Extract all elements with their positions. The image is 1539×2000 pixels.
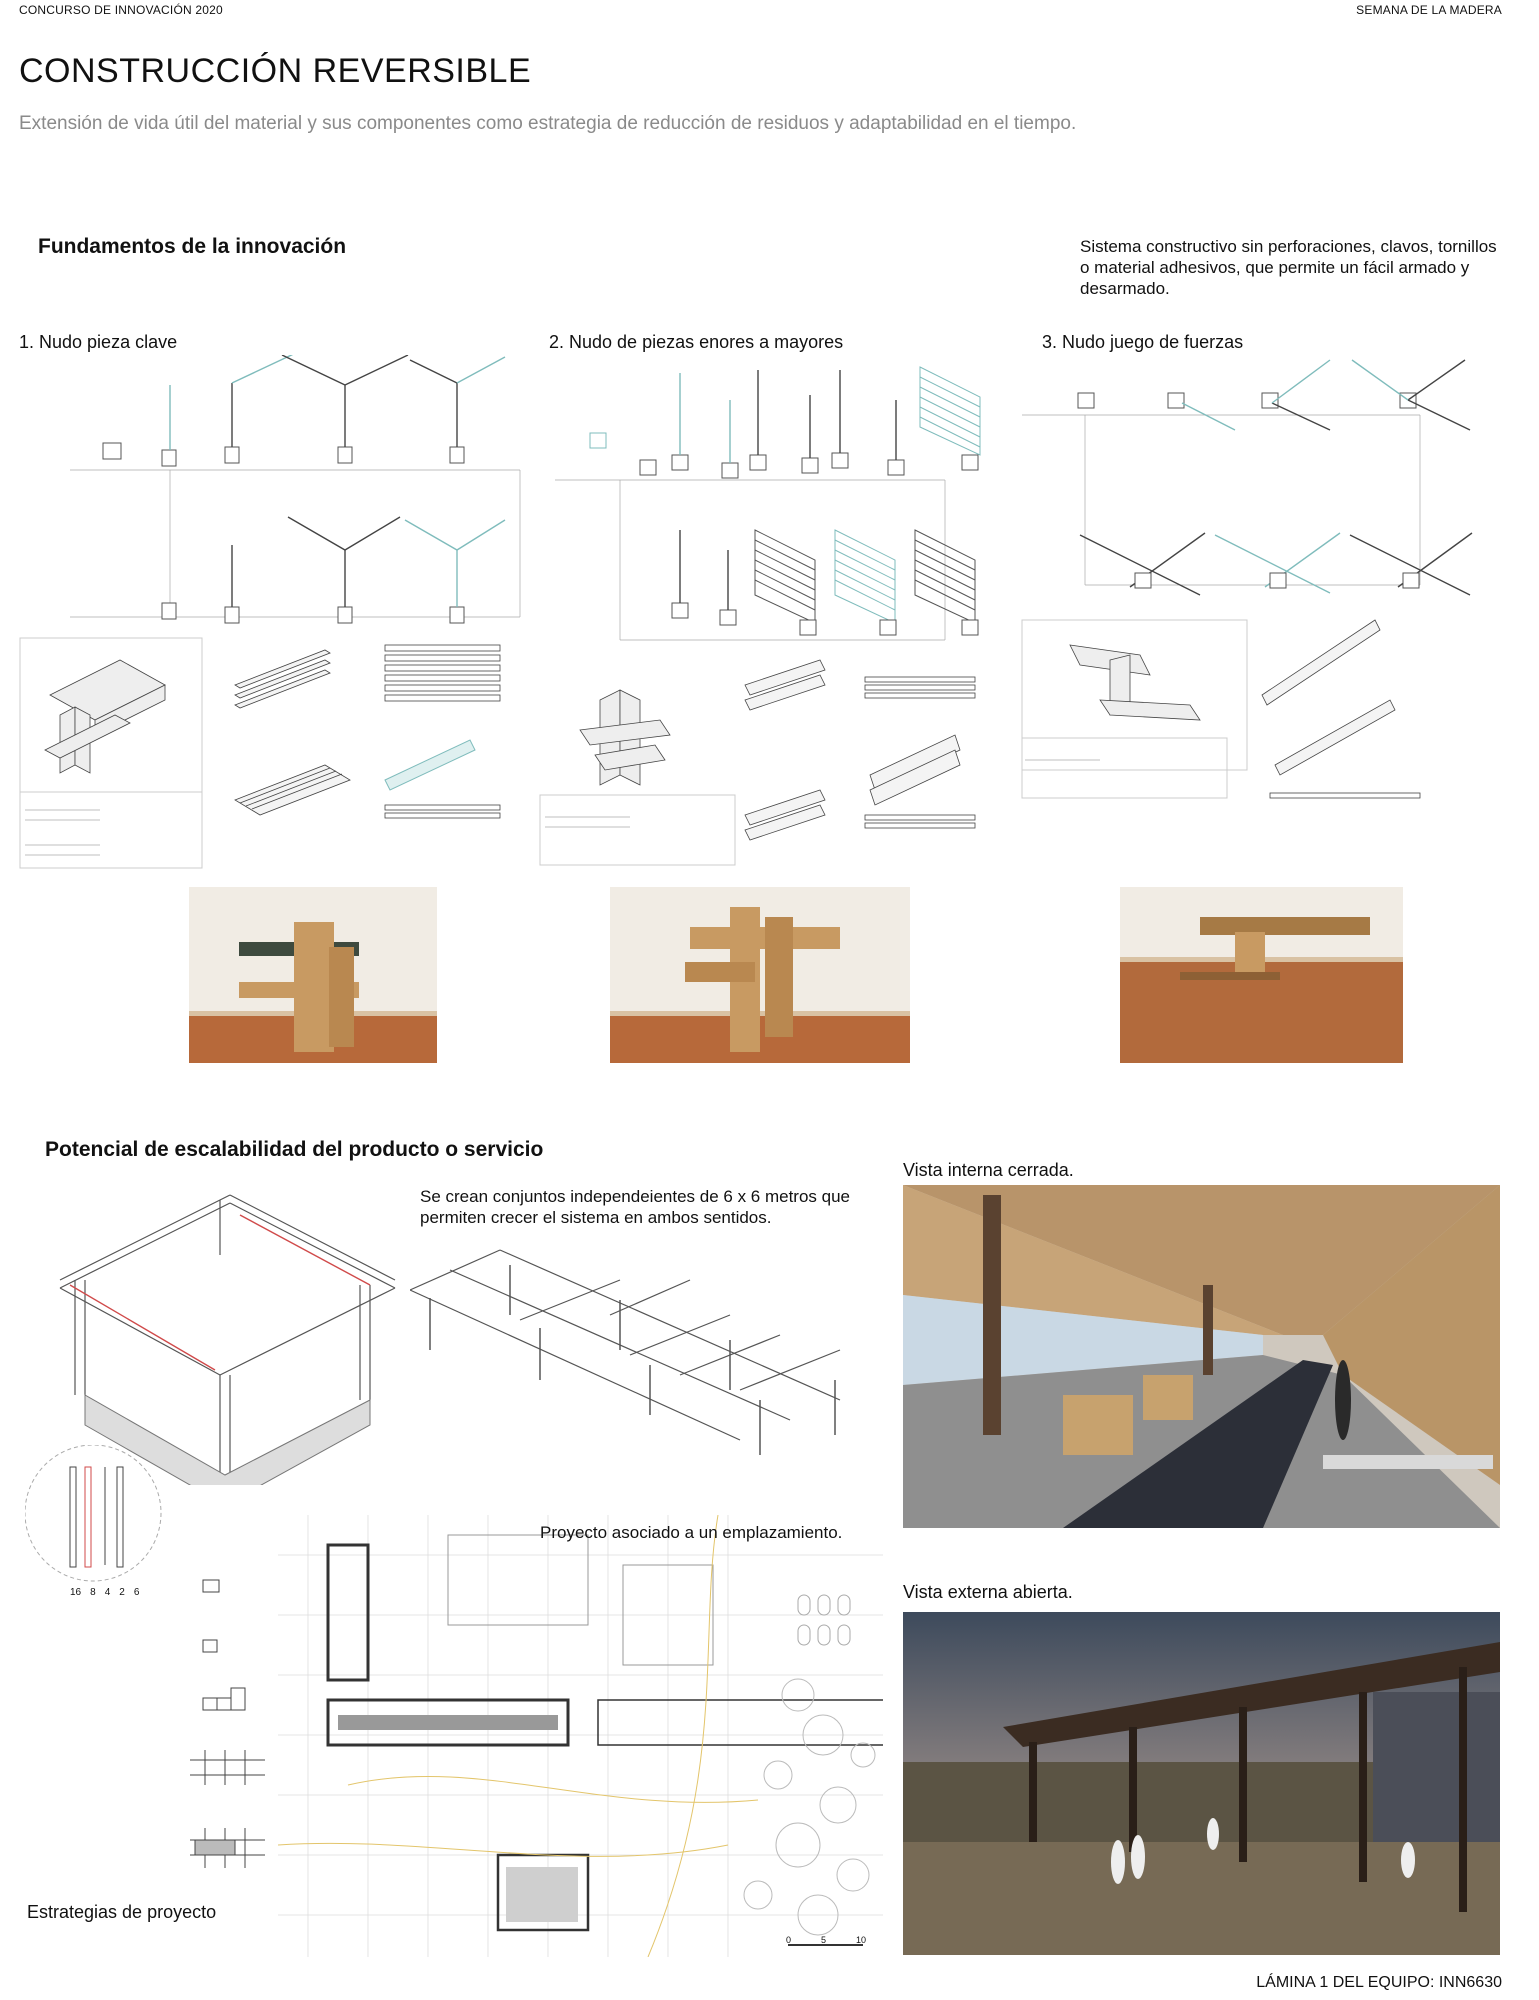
grid-structure (410, 1240, 880, 1480)
escalabilidad-heading: Potencial de escalabilidad del producto o servicio (45, 1138, 544, 1161)
site-note: Proyecto asociado a un emplazamiento. (540, 1523, 843, 1542)
module-axonometric (40, 1185, 400, 1485)
fundamentos-heading: Fundamentos de la innovación (38, 235, 347, 258)
exterior-view-render (903, 1612, 1500, 1955)
section-number: 2 (119, 1587, 125, 1598)
node1-sequence (70, 355, 520, 623)
page-title: CONSTRUCCIÓN REVERSIBLE (19, 52, 532, 90)
page-subtitle: Extensión de vida útil del material y sus componentes como estrategia de reducción de residuos y adaptabilidad en el tiempo. (19, 113, 1077, 134)
interior-view-label: Vista interna cerrada. (903, 1160, 1074, 1180)
section-number: 8 (90, 1587, 96, 1598)
site-plan (278, 1515, 883, 1957)
prototype-photo-3 (1120, 887, 1403, 1063)
system-note: Sistema constructivo sin perforaciones, clavos, tornillos o material adhesivos, que permite un fácil armado y desarmado. (1080, 237, 1497, 298)
scale-number: 0 (786, 1935, 792, 1945)
module-note: Se crean conjuntos independeientes de 6 x 6 metros que permiten crecer el sistema en ambos sentidos. (420, 1187, 851, 1227)
node-assembly-diagrams (0, 355, 1539, 875)
node-label-3: 3. Nudo juego de fuerzas (1042, 332, 1244, 352)
node1-parts (235, 645, 500, 818)
prototype-photo-2 (610, 887, 910, 1063)
section-number: 6 (133, 1587, 140, 1598)
node2-sequence (555, 367, 980, 640)
strategies-label: Estrategias de proyecto (27, 1902, 217, 1922)
scale-number: 5 (820, 1935, 826, 1945)
node3-detail-panel (1022, 620, 1420, 798)
section-detail (25, 1445, 165, 1610)
section-number: 16 (70, 1587, 82, 1598)
competition-label: CONCURSO DE INNOVACIÓN 2020 (19, 3, 223, 17)
node-label-1: 1. Nudo pieza clave (19, 332, 178, 352)
sheet-footer: LÁMINA 1 DEL EQUIPO: INN6630 (1256, 1974, 1502, 1991)
strategy-diagrams (185, 1570, 275, 1890)
scale-bar (786, 1935, 866, 1945)
prototype-photo-1 (189, 887, 437, 1063)
interior-view-render (903, 1185, 1500, 1528)
node2-detail-panel (540, 660, 975, 865)
exterior-view-label: Vista externa abierta. (903, 1582, 1073, 1602)
node-label-2: 2. Nudo de piezas enores a mayores (549, 332, 844, 352)
scale-number: 10 (855, 1935, 866, 1945)
node1-detail-panel (20, 638, 202, 868)
section-number: 4 (104, 1587, 111, 1598)
node3-sequence (1022, 360, 1472, 595)
event-label: SEMANA DE LA MADERA (1356, 3, 1502, 17)
section-numbers (70, 1587, 150, 1598)
